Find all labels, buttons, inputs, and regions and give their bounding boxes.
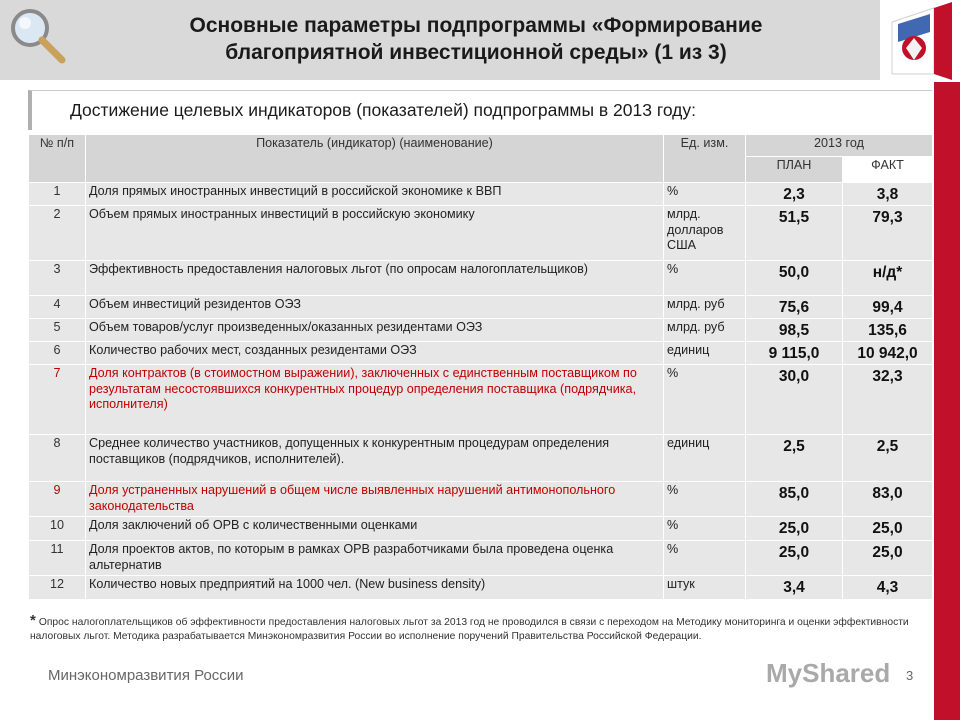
cell-name: Доля проектов актов, по которым в рамках ОРВ разработчиками была проведена оценка альтернатив bbox=[86, 541, 664, 576]
cell-unit: млрд. руб bbox=[664, 296, 746, 319]
cell-name: Количество рабочих мест, созданных резидентами ОЭЗ bbox=[86, 342, 664, 365]
col-header-year: 2013 год bbox=[746, 135, 933, 157]
russian-eagle-emblem-icon bbox=[884, 2, 956, 80]
cell-unit: млрд. долларов США bbox=[664, 206, 746, 261]
table-row bbox=[29, 183, 933, 206]
page-number: 3 bbox=[906, 668, 914, 683]
cell-plan: 30,0 bbox=[746, 365, 843, 435]
cell-name: Объем прямых иностранных инвестиций в российскую экономику bbox=[86, 206, 664, 261]
table-row bbox=[29, 296, 933, 319]
col-header-num: № п/п bbox=[29, 135, 86, 183]
cell-unit: % bbox=[664, 482, 746, 517]
cell-unit: % bbox=[664, 365, 746, 435]
cell-unit: % bbox=[664, 517, 746, 541]
cell-name: Доля прямых иностранных инвестиций в российской экономике к ВВП bbox=[86, 183, 664, 206]
magnifier-icon bbox=[6, 4, 68, 66]
decorative-red-strip bbox=[934, 82, 960, 720]
cell-unit: % bbox=[664, 541, 746, 576]
ministry-name: Минэкономразвития России bbox=[48, 667, 244, 684]
col-header-plan: ПЛАН bbox=[746, 157, 843, 183]
cell-fact: 2,5 bbox=[843, 435, 933, 482]
footnote bbox=[30, 614, 910, 643]
cell-num: 1 bbox=[29, 183, 86, 206]
cell-unit: единиц bbox=[664, 342, 746, 365]
cell-plan: 50,0 bbox=[746, 261, 843, 296]
subtitle: Достижение целевых индикаторов (показателей) подпрограммы в 2013 году: bbox=[70, 100, 697, 120]
cell-name: Доля устраненных нарушений в общем числе выявленных нарушений антимонопольного законодательства bbox=[86, 482, 664, 517]
cell-name: Доля контрактов (в стоимостном выражении), заключенных с единственным поставщиком по результатам несостоявшихся конкурентных процедур определения поставщика (подрядчика, исполнителя) bbox=[86, 365, 664, 435]
cell-num: 11 bbox=[29, 541, 86, 576]
cell-name: Среднее количество участников, допущенных к конкурентным процедурам определения поставщиков (подрядчиков, исполнителей). bbox=[86, 435, 664, 482]
cell-num: 8 bbox=[29, 435, 86, 482]
table-row bbox=[29, 482, 933, 517]
cell-unit: % bbox=[664, 183, 746, 206]
cell-name: Доля заключений об ОРВ с количественными оценками bbox=[86, 517, 664, 541]
cell-plan: 75,6 bbox=[746, 296, 843, 319]
cell-name: Объем инвестиций резидентов ОЭЗ bbox=[86, 296, 664, 319]
page-title bbox=[96, 12, 856, 66]
cell-plan: 25,0 bbox=[746, 541, 843, 576]
cell-fact: 83,0 bbox=[843, 482, 933, 517]
cell-plan: 9 115,0 bbox=[746, 342, 843, 365]
cell-fact: 135,6 bbox=[843, 319, 933, 342]
cell-num: 10 bbox=[29, 517, 86, 541]
cell-fact: 32,3 bbox=[843, 365, 933, 435]
title-line-1: Основные параметры подпрограммы «Формирование bbox=[189, 14, 763, 37]
title-line-2: благоприятной инвестиционной среды» (1 из 3) bbox=[225, 41, 727, 64]
table-row bbox=[29, 576, 933, 600]
cell-num: 5 bbox=[29, 319, 86, 342]
cell-plan: 25,0 bbox=[746, 517, 843, 541]
cell-fact: 4,3 bbox=[843, 576, 933, 600]
cell-unit: % bbox=[664, 261, 746, 296]
cell-num: 2 bbox=[29, 206, 86, 261]
cell-fact: 10 942,0 bbox=[843, 342, 933, 365]
footnote-star: * bbox=[30, 612, 36, 629]
cell-unit: штук bbox=[664, 576, 746, 600]
cell-plan: 2,5 bbox=[746, 435, 843, 482]
table-row bbox=[29, 517, 933, 541]
cell-fact: 3,8 bbox=[843, 183, 933, 206]
table-row bbox=[29, 319, 933, 342]
cell-plan: 98,5 bbox=[746, 319, 843, 342]
cell-fact: 99,4 bbox=[843, 296, 933, 319]
cell-num: 6 bbox=[29, 342, 86, 365]
col-header-unit: Ед. изм. bbox=[664, 135, 746, 183]
watermark: MyShared bbox=[766, 658, 891, 688]
col-header-fact: ФАКТ bbox=[843, 157, 933, 183]
cell-plan: 3,4 bbox=[746, 576, 843, 600]
cell-unit: единиц bbox=[664, 435, 746, 482]
table-row bbox=[29, 206, 933, 261]
cell-plan: 2,3 bbox=[746, 183, 843, 206]
cell-num: 4 bbox=[29, 296, 86, 319]
table-row bbox=[29, 261, 933, 296]
cell-unit: млрд. руб bbox=[664, 319, 746, 342]
table-row bbox=[29, 365, 933, 435]
cell-plan: 51,5 bbox=[746, 206, 843, 261]
cell-name: Эффективность предоставления налоговых льгот (по опросам налогоплательщиков) bbox=[86, 261, 664, 296]
cell-num: 12 bbox=[29, 576, 86, 600]
table-row bbox=[29, 541, 933, 576]
cell-fact: 79,3 bbox=[843, 206, 933, 261]
cell-fact: н/д* bbox=[843, 261, 933, 296]
col-header-name: Показатель (индикатор) (наименование) bbox=[86, 135, 664, 183]
cell-plan: 85,0 bbox=[746, 482, 843, 517]
cell-fact: 25,0 bbox=[843, 541, 933, 576]
cell-num: 9 bbox=[29, 482, 86, 517]
footnote-text: Опрос налогоплательщиков об эффективности предоставления налоговых льгот за 2013 год не проводился в связи с переходом на Методику мониторинга и оценки эффективности налоговых льгот. Методика разрабатывается Минэкономразвития России во исполнение поручений Правительства Российской Федерации. bbox=[30, 617, 909, 642]
cell-num: 7 bbox=[29, 365, 86, 435]
cell-fact: 25,0 bbox=[843, 517, 933, 541]
cell-name: Объем товаров/услуг произведенных/оказанных резидентами ОЭЗ bbox=[86, 319, 664, 342]
cell-name: Количество новых предприятий на 1000 чел. (New business density) bbox=[86, 576, 664, 600]
table-row bbox=[29, 435, 933, 482]
cell-num: 3 bbox=[29, 261, 86, 296]
indicators-table bbox=[28, 134, 933, 600]
table-row bbox=[29, 342, 933, 365]
